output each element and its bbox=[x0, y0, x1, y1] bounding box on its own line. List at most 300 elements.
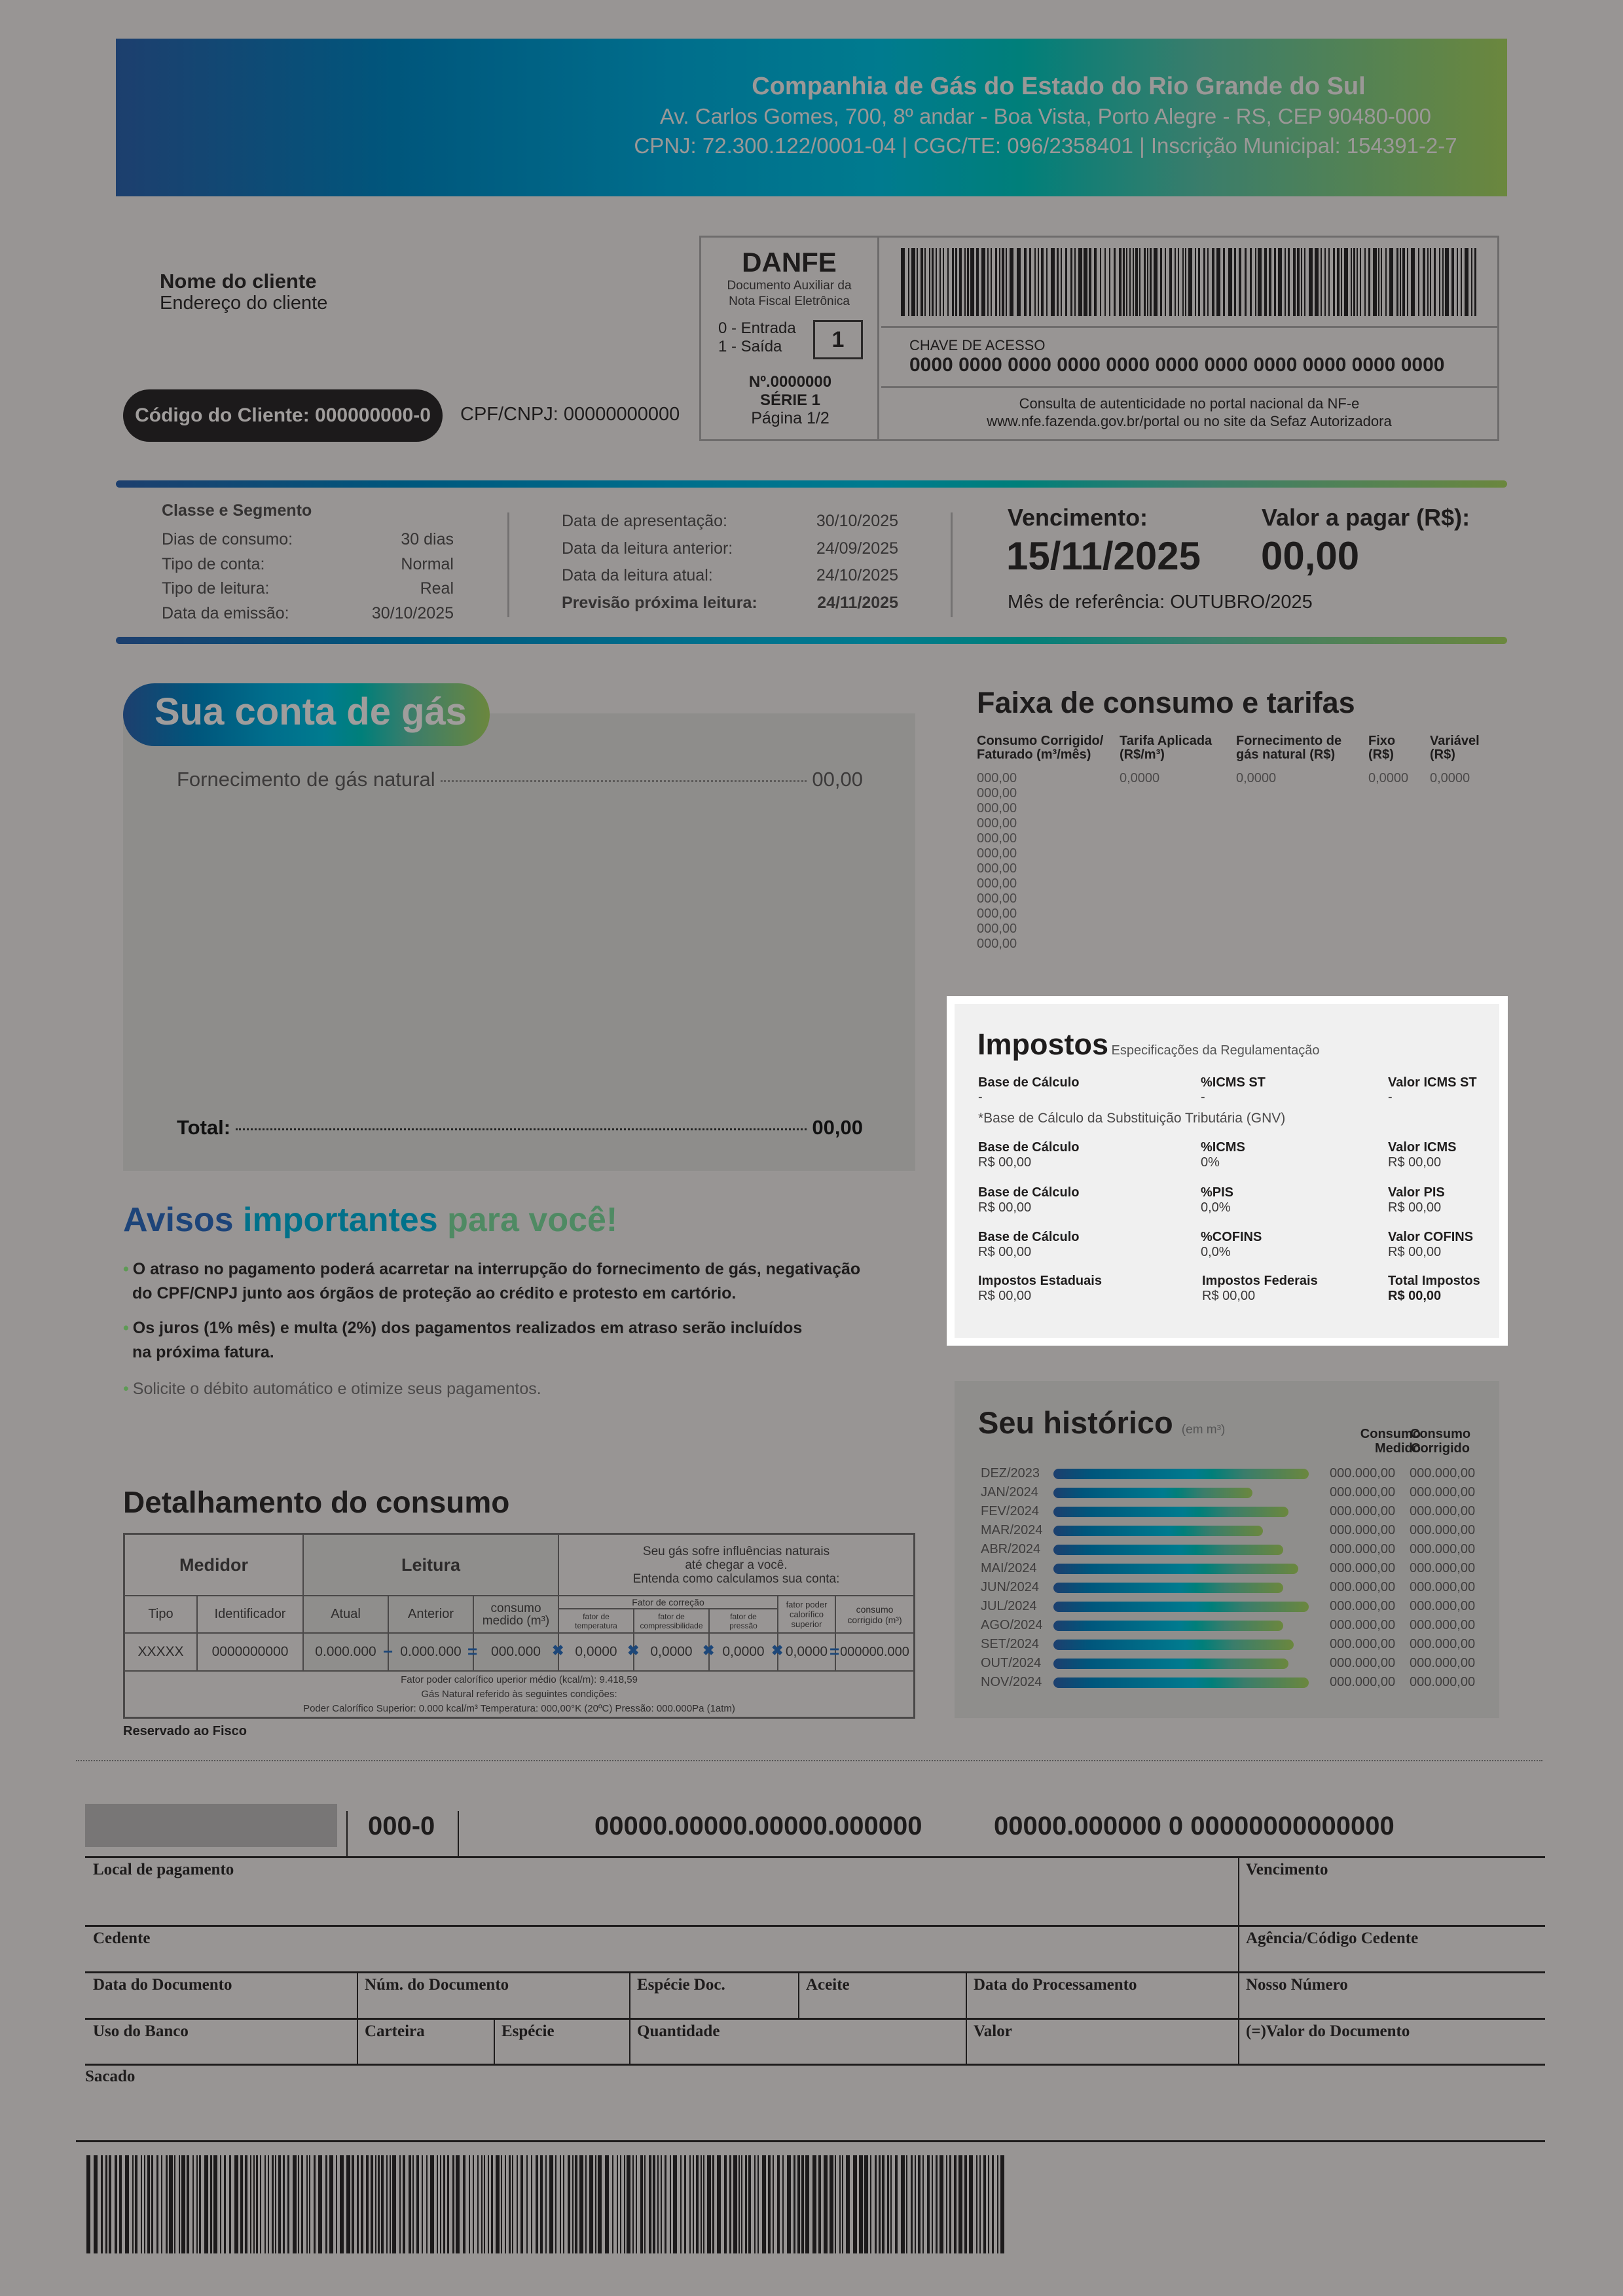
value-identificador: 0000000000 bbox=[198, 1634, 304, 1672]
label-especie-doc: Espécie Doc. bbox=[637, 1976, 725, 1994]
consumo-value: 000,00 bbox=[977, 937, 1017, 951]
barcode-bar bbox=[701, 2155, 702, 2253]
client-code-badge: Código do Cliente: 000000000-0 bbox=[123, 389, 443, 442]
info-label: Data da leitura anterior: bbox=[562, 539, 733, 558]
barcode-bar bbox=[210, 2155, 212, 2253]
value-comp: 0,0000 bbox=[634, 1634, 710, 1672]
barcode-bar bbox=[922, 2155, 924, 2253]
barcode-bar bbox=[830, 2155, 833, 2253]
info-value: 24/11/2025 bbox=[817, 593, 898, 612]
tariff-header bbox=[1236, 734, 1341, 762]
col-atual: Atual bbox=[304, 1596, 389, 1634]
tax-value: - bbox=[1201, 1090, 1205, 1104]
barcode-bar bbox=[1038, 248, 1039, 316]
barcode-bar bbox=[911, 2155, 913, 2253]
barcode-bar bbox=[1119, 248, 1122, 316]
times-icon: ✖ bbox=[771, 1642, 784, 1659]
barcode-bar bbox=[115, 2155, 117, 2253]
barcode-bar bbox=[1100, 248, 1101, 316]
barcode-bar bbox=[1175, 248, 1176, 316]
history-row bbox=[969, 1674, 1486, 1693]
barcode-bar bbox=[540, 2155, 543, 2253]
barcode-bar bbox=[275, 2155, 276, 2253]
history-bar bbox=[1053, 1659, 1288, 1669]
barcode-bar bbox=[268, 2155, 269, 2253]
danfe-subtitle-2: Nota Fiscal Eletrônica bbox=[729, 295, 850, 308]
bank-logo-placeholder bbox=[85, 1804, 337, 1847]
barcode-bar bbox=[981, 248, 985, 316]
barcode-bar bbox=[1418, 248, 1419, 316]
barcode-bar bbox=[151, 2155, 153, 2253]
barcode-bar bbox=[988, 2155, 989, 2253]
barcode-bar bbox=[1178, 248, 1179, 316]
barcode-bar bbox=[409, 2155, 411, 2253]
bullet-icon: • bbox=[123, 1319, 129, 1337]
danfe-io bbox=[718, 319, 796, 356]
barcode-bar bbox=[256, 2155, 258, 2253]
divider bbox=[458, 1811, 459, 1857]
history-corrigido: 000.000,00 bbox=[1410, 1637, 1476, 1651]
barcode-bar bbox=[430, 2155, 434, 2253]
amount-due-label: Valor a pagar (R$): bbox=[1262, 504, 1470, 531]
barcode-bar bbox=[443, 2155, 445, 2253]
barcode-bar bbox=[768, 2155, 771, 2253]
tariff-tarifa: 0,0000 bbox=[1120, 771, 1160, 785]
barcode-bar bbox=[306, 2155, 308, 2253]
header-leitura: Leitura bbox=[304, 1535, 559, 1596]
barcode-bar bbox=[598, 2155, 602, 2253]
barcode-bar bbox=[224, 2155, 226, 2253]
divider bbox=[85, 1971, 1545, 1973]
barcode-bar bbox=[156, 2155, 158, 2253]
barcode-bar bbox=[1188, 248, 1192, 316]
barcode-bar bbox=[1002, 248, 1004, 316]
barcode-bar bbox=[1378, 248, 1379, 316]
client-cpf-cnpj: CPF/CNPJ: 00000000000 bbox=[460, 404, 680, 425]
header-line: Consumo Corrigido/ bbox=[977, 734, 1104, 748]
barcode-bar bbox=[250, 2155, 251, 2253]
consumo-value: 000,00 bbox=[977, 786, 1017, 800]
barcode-bar bbox=[204, 2155, 208, 2253]
barcode-bar bbox=[1333, 248, 1335, 316]
barcode-bar bbox=[1147, 248, 1148, 316]
notice-item bbox=[123, 1377, 541, 1401]
tax-value: 0% bbox=[1201, 1155, 1220, 1170]
barcode-bar bbox=[399, 2155, 401, 2253]
barcode-bar bbox=[314, 2155, 316, 2253]
info-label: Data da emissão: bbox=[162, 603, 289, 622]
info-label: Dias de consumo: bbox=[162, 530, 293, 548]
consumo-value: 000,00 bbox=[977, 831, 1017, 846]
info-row bbox=[162, 604, 454, 623]
consumo-value: 000,00 bbox=[977, 771, 1017, 785]
barcode-bar bbox=[754, 2155, 756, 2253]
history-month: OUT/2024 bbox=[981, 1656, 1042, 1670]
info-row bbox=[162, 530, 454, 549]
barcode-bar bbox=[636, 2155, 637, 2253]
barcode-bar bbox=[684, 2155, 686, 2253]
barcode-bar bbox=[929, 248, 930, 316]
barcode-bar bbox=[624, 2155, 625, 2253]
barcode-bar bbox=[352, 2155, 354, 2253]
history-medido: 000.000,00 bbox=[1330, 1561, 1396, 1575]
barcode-bar bbox=[416, 2155, 419, 2253]
tax-value: R$ 00,00 bbox=[978, 1289, 1032, 1303]
barcode-bar bbox=[1427, 248, 1429, 316]
bullet-icon: • bbox=[123, 1260, 129, 1278]
explain-line: até chegar a você. bbox=[685, 1558, 788, 1572]
history-month: AGO/2024 bbox=[981, 1618, 1043, 1632]
barcode-bar bbox=[696, 2155, 699, 2253]
barcode-bar bbox=[787, 2155, 791, 2253]
barcode-bar bbox=[1169, 248, 1172, 316]
barcode-bar bbox=[1474, 248, 1476, 316]
barcode-bar bbox=[640, 2155, 643, 2253]
barcode-bar bbox=[1129, 248, 1131, 316]
barcode-bar bbox=[563, 2155, 564, 2253]
header-medidor: Medidor bbox=[125, 1535, 304, 1596]
barcode-bar bbox=[361, 2155, 363, 2253]
barcode-bar bbox=[729, 2155, 731, 2253]
tax-label: Valor ICMS ST bbox=[1388, 1075, 1477, 1090]
history-bar bbox=[1053, 1621, 1283, 1631]
barcode-bar bbox=[346, 2155, 350, 2253]
barcode-bar bbox=[1144, 248, 1146, 316]
label-data-documento: Data do Documento bbox=[93, 1976, 232, 1994]
tariff-header bbox=[1368, 734, 1395, 762]
barcode-bar bbox=[381, 2155, 384, 2253]
taxes-st-note: *Base de Cálculo da Substituição Tributária (GNV) bbox=[978, 1111, 1286, 1126]
barcode-bar bbox=[481, 2155, 483, 2253]
barcode-bar bbox=[1094, 248, 1097, 316]
info-row bbox=[562, 594, 898, 613]
barcode-bar bbox=[1051, 248, 1055, 316]
client-name: Nome do cliente bbox=[160, 270, 317, 293]
barcode-bar bbox=[1341, 248, 1342, 316]
barcode-bar bbox=[1160, 248, 1162, 316]
info-value: 30 dias bbox=[401, 530, 454, 548]
barcode-bar bbox=[1139, 248, 1140, 316]
barcode-bar bbox=[1070, 248, 1072, 316]
barcode-bar bbox=[689, 2155, 691, 2253]
barcode-bar bbox=[864, 2155, 868, 2253]
gradient-divider bbox=[116, 637, 1507, 644]
label-vencimento: Vencimento bbox=[1246, 1861, 1328, 1878]
history-month: NOV/2024 bbox=[981, 1675, 1042, 1689]
barcode-bar bbox=[240, 2155, 243, 2253]
header-line: Fixo bbox=[1368, 734, 1396, 748]
col-fator-correcao: Fator de correção bbox=[559, 1596, 778, 1609]
barcode-bar bbox=[245, 2155, 247, 2253]
client-address: Endereço do cliente bbox=[160, 293, 328, 314]
tax-value: R$ 00,00 bbox=[1388, 1245, 1442, 1259]
barcode-bar bbox=[1364, 248, 1366, 316]
barcode-bar bbox=[536, 2155, 538, 2253]
barcode-bar bbox=[1228, 248, 1232, 316]
barcode-bar bbox=[501, 2155, 502, 2253]
history-row bbox=[969, 1503, 1486, 1522]
barcode-bar bbox=[161, 2155, 162, 2253]
explain-line: Seu gás sofre influências naturais bbox=[642, 1544, 830, 1558]
barcode-bar bbox=[1389, 248, 1393, 316]
label-agencia: Agência/Código Cedente bbox=[1246, 1929, 1419, 1947]
col-header-line: Medido bbox=[1375, 1441, 1421, 1456]
tariff-header bbox=[1430, 734, 1480, 762]
barcode-bar bbox=[946, 2155, 947, 2253]
barcode-bar bbox=[1223, 248, 1225, 316]
barcode-bar bbox=[199, 2155, 201, 2253]
notice-item bbox=[123, 1257, 860, 1306]
consult-line-1: Consulta de autenticidade no portal nacional da NF-e bbox=[1019, 395, 1360, 412]
barcode-bar bbox=[1385, 248, 1387, 316]
barcode-bar bbox=[673, 2155, 677, 2253]
header-line: Fornecimento de bbox=[1236, 734, 1342, 748]
barcode-bar bbox=[1154, 248, 1158, 316]
barcode-bar bbox=[477, 2155, 479, 2253]
barcode-bar bbox=[1114, 248, 1116, 316]
barcode-bar bbox=[1057, 248, 1059, 316]
barcode-bar bbox=[969, 2155, 973, 2253]
barcode-bar bbox=[1439, 248, 1440, 316]
barcode-bar bbox=[976, 2155, 977, 2253]
barcode-bar bbox=[1430, 248, 1431, 316]
barcode-bar bbox=[995, 248, 997, 316]
history-month: MAR/2024 bbox=[981, 1523, 1043, 1537]
tax-value: R$ 00,00 bbox=[1388, 1155, 1442, 1170]
notice-text: Solicite o débito automático e otimize seus pagamentos. bbox=[132, 1380, 541, 1398]
barcode-bar bbox=[1198, 248, 1200, 316]
history-medido: 000.000,00 bbox=[1330, 1466, 1396, 1480]
tax-value: 0,0% bbox=[1201, 1245, 1231, 1259]
barcode-bar bbox=[745, 2155, 747, 2253]
dot-leader bbox=[236, 1128, 807, 1130]
barcode-bar bbox=[932, 2155, 933, 2253]
barcode-bar bbox=[992, 2155, 994, 2253]
barcode-bar bbox=[1024, 248, 1027, 316]
barcode-bar bbox=[859, 2155, 863, 2253]
divider bbox=[85, 2064, 1545, 2066]
consumo-value: 000,00 bbox=[977, 891, 1017, 906]
barcode-bar bbox=[936, 248, 937, 316]
barcode-bar bbox=[887, 2155, 889, 2253]
barcode-bar bbox=[620, 2155, 621, 2253]
barcode-bar bbox=[340, 2155, 344, 2253]
barcode-bar bbox=[412, 2155, 414, 2253]
digitable-line-1: 00000.00000.00000.000000 bbox=[594, 1812, 922, 1840]
barcode-bar bbox=[452, 2155, 454, 2253]
barcode-bar bbox=[469, 2155, 470, 2253]
divider bbox=[507, 512, 509, 617]
barcode-bar bbox=[805, 2155, 809, 2253]
info-label: Tipo de leitura: bbox=[162, 579, 270, 598]
col-header-line: Consumo bbox=[1410, 1427, 1471, 1441]
barcode-bar bbox=[1451, 248, 1454, 316]
history-medido: 000.000,00 bbox=[1330, 1675, 1396, 1689]
header-line: Faturado (m³/mês) bbox=[977, 747, 1091, 762]
barcode-bar bbox=[166, 2155, 168, 2253]
history-bar bbox=[1053, 1488, 1252, 1498]
consumo-value: 000,00 bbox=[977, 906, 1017, 921]
info-label: Tipo de conta: bbox=[162, 554, 265, 573]
history-medido: 000.000,00 bbox=[1330, 1637, 1396, 1651]
header-line: (R$) bbox=[1368, 747, 1394, 762]
divider bbox=[346, 1811, 348, 1857]
barcode-bar bbox=[757, 2155, 759, 2253]
barcode-bar bbox=[979, 2155, 981, 2253]
barcode-bar bbox=[801, 2155, 804, 2253]
history-corrigido: 000.000,00 bbox=[1410, 1561, 1476, 1575]
barcode-bar bbox=[520, 2155, 523, 2253]
barcode-bar bbox=[1264, 248, 1267, 316]
account-line-item bbox=[177, 768, 863, 791]
history-row bbox=[969, 1598, 1486, 1617]
barcode-bar bbox=[484, 2155, 485, 2253]
barcode-bar bbox=[234, 2155, 238, 2253]
header-line: gás natural (R$) bbox=[1236, 747, 1336, 762]
barcode-bar bbox=[1400, 248, 1401, 316]
consult-line-2: www.nfe.fazenda.gov.br/portal ou no site da Sefaz Autorizadora bbox=[987, 413, 1392, 429]
notice-text: na próxima fatura. bbox=[132, 1343, 274, 1361]
info-row bbox=[562, 539, 898, 558]
history-medido: 000.000,00 bbox=[1330, 1523, 1396, 1537]
barcode-bar bbox=[1368, 248, 1370, 316]
history-month: DEZ/2023 bbox=[981, 1466, 1040, 1480]
due-date-value: 15/11/2025 bbox=[1006, 534, 1201, 578]
barcode-bar bbox=[999, 248, 1000, 316]
barcode-bar bbox=[932, 248, 934, 316]
barcode-bar bbox=[997, 2155, 998, 2253]
barcode-bar bbox=[649, 2155, 651, 2253]
barcode-bar bbox=[748, 2155, 751, 2253]
danfe-page: Página 1/2 bbox=[751, 409, 830, 427]
barcode-bar bbox=[1207, 248, 1209, 316]
history-month: ABR/2024 bbox=[981, 1542, 1041, 1556]
barcode-bar bbox=[440, 2155, 441, 2253]
barcode-bar bbox=[264, 2155, 266, 2253]
barcode-bar bbox=[1301, 248, 1302, 316]
notices-title-part: para você! bbox=[447, 1201, 618, 1239]
barcode-bar bbox=[426, 2155, 428, 2253]
header-line: fator de bbox=[658, 1611, 685, 1621]
barcode-bar bbox=[605, 2155, 609, 2253]
info-row bbox=[162, 555, 454, 574]
barcode-bar bbox=[371, 2155, 373, 2253]
barcode-bar bbox=[293, 2155, 297, 2253]
history-row bbox=[969, 1484, 1486, 1503]
col-anterior: Anterior bbox=[389, 1596, 474, 1634]
consumo-value: 000,00 bbox=[977, 876, 1017, 891]
barcode-bar bbox=[703, 2155, 704, 2253]
info-value: 24/09/2025 bbox=[816, 539, 898, 558]
barcode-bar bbox=[1309, 248, 1313, 316]
barcode-bar bbox=[1297, 248, 1300, 316]
barcode-bar bbox=[1328, 248, 1330, 316]
barcode-bar bbox=[793, 2155, 795, 2253]
equals-icon: = bbox=[830, 1641, 840, 1661]
reserved-fisco: Reservado ao Fisco bbox=[123, 1724, 247, 1738]
barcode-bar bbox=[959, 248, 962, 316]
header-line: Variável bbox=[1430, 734, 1480, 748]
consumo-value: 000,00 bbox=[977, 816, 1017, 831]
danfe-barcode bbox=[901, 248, 1479, 316]
barcode-bar bbox=[1293, 248, 1296, 316]
barcode-bar bbox=[1010, 248, 1013, 316]
notice-text: Os juros (1% mês) e multa (2%) dos pagamentos realizados em atraso serão incluídos bbox=[132, 1319, 803, 1337]
barcode-bar bbox=[1250, 248, 1252, 316]
header-line: medido (m³) bbox=[482, 1613, 550, 1628]
barcode-bar bbox=[109, 2155, 111, 2253]
barcode-bar bbox=[336, 2155, 337, 2253]
barcode-bar bbox=[1029, 248, 1031, 316]
barcode-bar bbox=[839, 2155, 841, 2253]
barcode-bar bbox=[991, 248, 992, 316]
barcode-bar bbox=[179, 2155, 180, 2253]
history-bar bbox=[1053, 1564, 1298, 1574]
danfe-left bbox=[701, 238, 879, 439]
account-total bbox=[177, 1116, 863, 1139]
history-row bbox=[969, 1655, 1486, 1674]
line-item-label: Fornecimento de gás natural bbox=[177, 768, 435, 791]
barcode-bar bbox=[287, 2155, 289, 2253]
barcode-bar bbox=[144, 2155, 145, 2253]
history-medido: 000.000,00 bbox=[1330, 1542, 1396, 1556]
label-valor: Valor bbox=[974, 2022, 1012, 2040]
history-month: MAI/2024 bbox=[981, 1561, 1037, 1575]
danfe-title: DANFE bbox=[742, 247, 837, 278]
header-line: fator poder bbox=[786, 1600, 828, 1609]
barcode-bar bbox=[1135, 248, 1138, 316]
barcode-bar bbox=[921, 248, 923, 316]
barcode-bar bbox=[125, 2155, 129, 2253]
history-row bbox=[969, 1560, 1486, 1579]
barcode-bar bbox=[229, 2155, 231, 2253]
barcode-bar bbox=[955, 248, 957, 316]
barcode-bar bbox=[1089, 248, 1091, 316]
col-identificador: Identificador bbox=[198, 1596, 304, 1634]
consumo-value: 000,00 bbox=[977, 922, 1017, 936]
barcode-bar bbox=[918, 2155, 921, 2253]
barcode-bar bbox=[568, 2155, 570, 2253]
tax-label: Impostos Federais bbox=[1202, 1274, 1318, 1288]
history-medido: 000.000,00 bbox=[1330, 1504, 1396, 1518]
barcode-bar bbox=[132, 2155, 134, 2253]
barcode-bar bbox=[818, 2155, 821, 2253]
divider bbox=[76, 2140, 1545, 2142]
history-unit: (em m³) bbox=[1181, 1423, 1226, 1437]
company-banner bbox=[116, 39, 1507, 196]
tax-label: %ICMS bbox=[1201, 1140, 1245, 1155]
barcode-bar bbox=[375, 2155, 376, 2253]
history-row bbox=[969, 1465, 1486, 1484]
danfe-subtitle-1: Documento Auxiliar da bbox=[727, 279, 852, 293]
barcode-bar bbox=[1465, 248, 1468, 316]
barcode-bar bbox=[174, 2155, 175, 2253]
barcode-bar bbox=[1442, 248, 1444, 316]
barcode-bar bbox=[835, 2155, 836, 2253]
barcode-bar bbox=[853, 2155, 857, 2253]
divider bbox=[951, 512, 953, 617]
divider bbox=[881, 326, 1497, 328]
barcode-bar bbox=[782, 2155, 784, 2253]
barcode-bar bbox=[1373, 248, 1377, 316]
history-title: Seu histórico bbox=[978, 1405, 1173, 1440]
barcode-bar bbox=[589, 2155, 593, 2253]
taxes-subtitle: Especificações da Regulamentação bbox=[1111, 1043, 1320, 1058]
tax-label: Valor ICMS bbox=[1388, 1140, 1457, 1155]
tax-label: Base de Cálculo bbox=[978, 1140, 1080, 1155]
col-tipo: Tipo bbox=[125, 1596, 198, 1634]
tax-value: R$ 00,00 bbox=[1388, 1289, 1442, 1303]
